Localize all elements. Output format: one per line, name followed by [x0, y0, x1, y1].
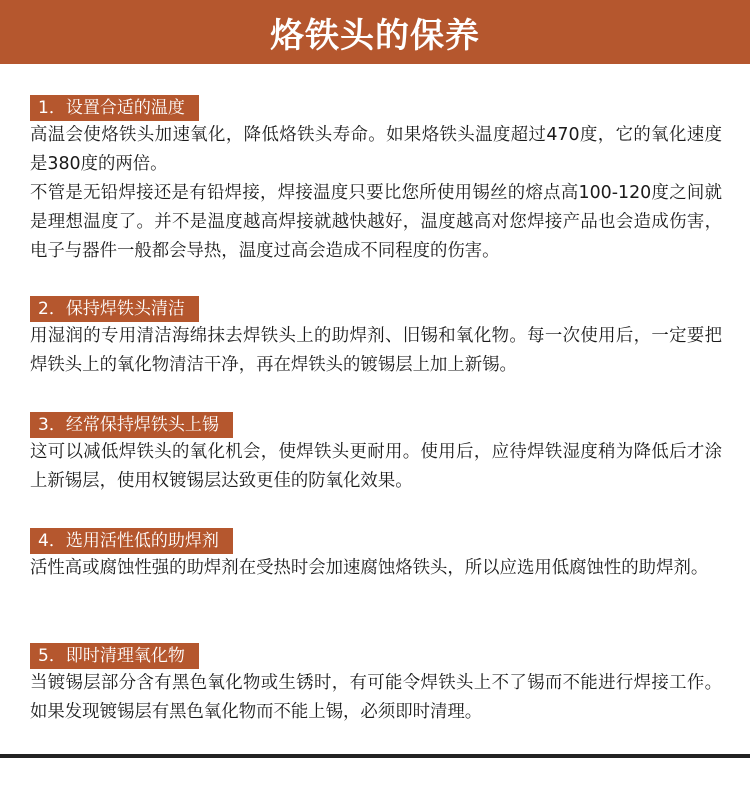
- section-tin-tip: [30, 412, 722, 496]
- section-paragraph: 高温会使烙铁头加速氧化，降低烙铁头寿命。如果烙铁头温度超过470度，它的氧化速度是380度的两倍。: [30, 125, 722, 174]
- section-heading: 5．即时清理氧化物: [30, 643, 199, 669]
- section-paragraph: 用湿润的专用清洁海绵抹去焊铁头上的助焊剂、旧锡和氧化物。每一次使用后，一定要把焊铁头上的氧化物清洁干净，再在焊铁头的镀锡层上加上新锡。: [30, 326, 722, 375]
- section-paragraph: 这可以减低焊铁头的氧化机会，使焊铁头更耐用。使用后，应待焊铁湿度稍为降低后才涂上新锡层，使用权镀锡层达致更佳的防氧化效果。: [30, 442, 722, 491]
- section-flux: [30, 528, 722, 583]
- section-heading: 2．保持焊铁头清洁: [30, 296, 199, 322]
- section-paragraph: 当镀锡层部分含有黑色氧化物或生锈时，有可能令焊铁头上不了锡而不能进行焊接工作。如果发现镀锡层有黑色氧化物而不能上锡，必须即时清理。: [30, 673, 722, 722]
- section-temperature: [30, 95, 722, 266]
- header-banner: [0, 0, 750, 64]
- section-clean-tip: [30, 296, 722, 380]
- bottom-divider: [0, 754, 750, 758]
- section-paragraph: 活性高或腐蚀性强的助焊剂在受热时会加速腐蚀烙铁头，所以应选用低腐蚀性的助焊剂。: [30, 558, 709, 578]
- section-heading: 4．选用活性低的助焊剂: [30, 528, 233, 554]
- section-heading: 3．经常保持焊铁头上锡: [30, 412, 233, 438]
- section-paragraph: 不管是无铅焊接还是有铅焊接，焊接温度只要比您所使用锡丝的熔点高100-120度之间就是理想温度了。并不是温度越高焊接就越快越好，温度越高对您焊接产品也会造成伤害，电子与器件一般都会导热，温度过高会造成不同程度的伤害。: [30, 183, 722, 261]
- section-oxide-cleanup: [30, 643, 722, 727]
- page-title: 烙铁头的保养: [270, 15, 480, 56]
- section-heading: 1．设置合适的温度: [30, 95, 199, 121]
